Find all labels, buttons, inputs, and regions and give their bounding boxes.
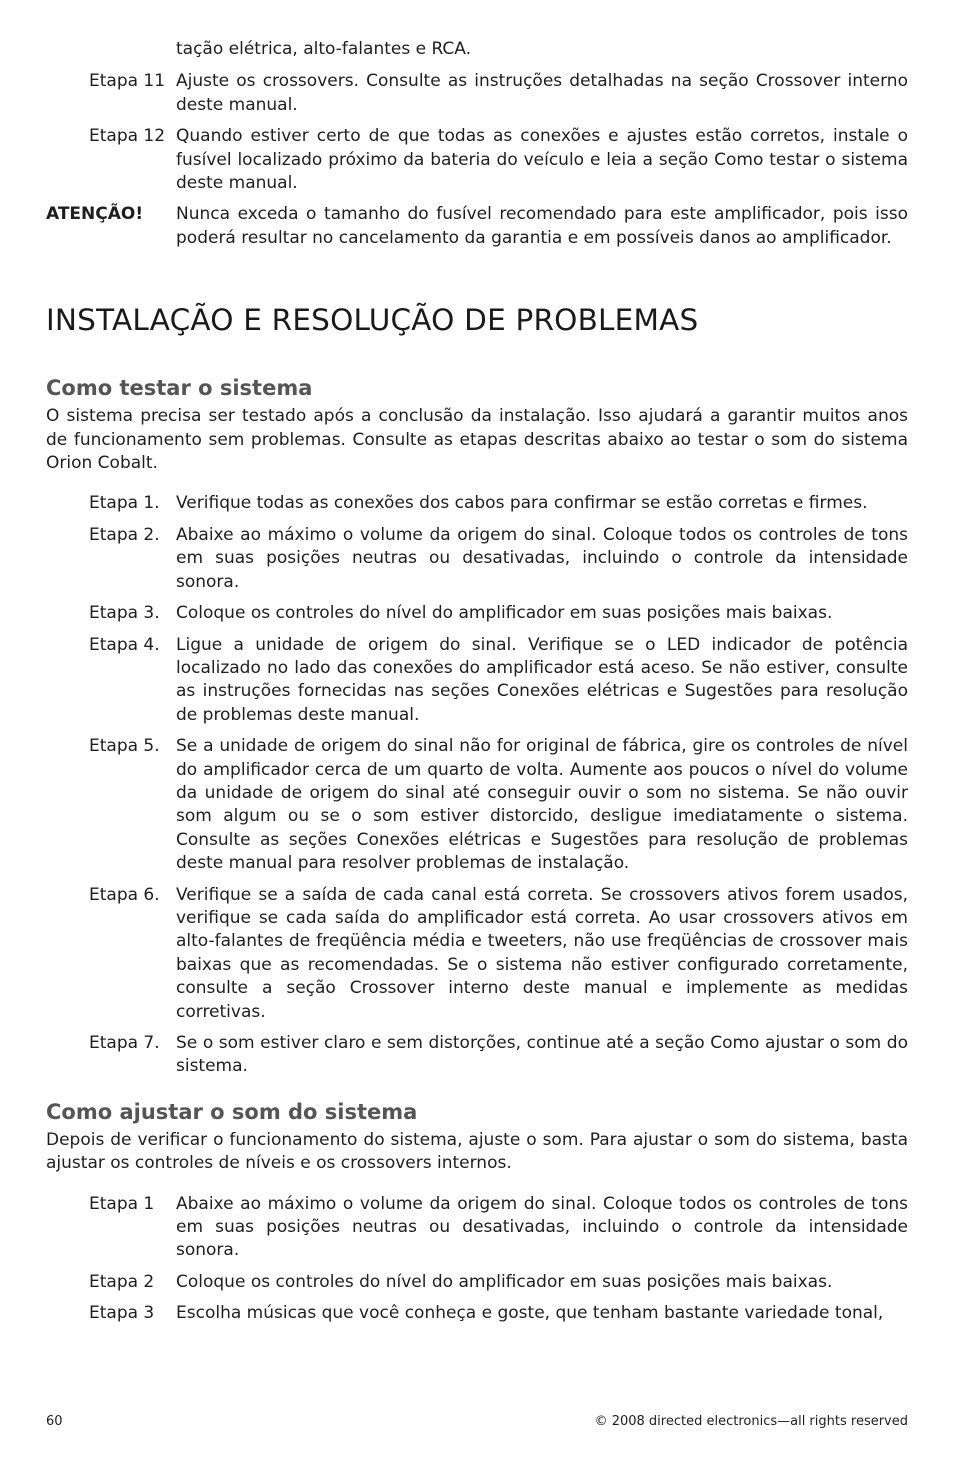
test-step-2 [46,524,908,594]
adjust-step-2 [46,1271,908,1294]
step-label: Etapa 12 [89,126,166,147]
adjust-heading: Como ajustar o som do sistema [46,1099,418,1124]
step-text: Verifique se a saída de cada canal está correta. Se crossovers ativos forem usados, verifique se cada saída do amplificador está correta. Ao usar crossovers ativos em alto-falantes de freqüência média e tweeters, não use freqüências de crossover mais baixas que as recomendadas. Se o sistema não estiver configurado corretamente, consulte a seção Crossover interno deste manual e implemente as medidas corretivas. [176,884,908,1022]
test-step-5 [46,735,908,875]
step-label: Etapa 2 [89,1271,155,1292]
step-label: Etapa 2. [89,524,160,545]
warning-label: ATENÇÃO! [46,204,144,225]
step-11 [46,70,908,117]
step-text: Quando estiver certo de que todas as conexões e ajustes estão corretos, instale o fusível localizado próximo da bateria do veículo e leia a seção Como testar o sistema deste manual. [176,126,908,194]
test-step-7 [46,1032,908,1079]
copyright-notice: © 2008 directed electronics—all rights reserved [594,1414,908,1429]
step-label: Etapa 6. [89,884,160,905]
step-text: Coloque os controles do nível do amplificador em suas posições mais baixas. [176,1271,833,1292]
step-text: Abaixe ao máximo o volume da origem do sinal. Coloque todos os controles de tons em suas posições neutras ou desativadas, incluindo o controle da intensidade sonora. [176,524,908,592]
step-label: Etapa 5. [89,736,160,757]
adjust-step-3 [46,1302,908,1325]
test-step-1 [46,492,908,515]
adjust-intro: Depois de verificar o funcionamento do sistema, ajuste o som. Para ajustar o som do sistema, basta ajustar os controles de níveis e os crossovers internos. [46,1129,908,1174]
step-label: Etapa 3. [89,603,160,624]
step-text: Se o som estiver claro e sem distorções, continue até a seção Como ajustar o som do sistema. [176,1033,908,1077]
step-12 [46,125,908,195]
step-text: Se a unidade de origem do sinal não for original de fábrica, gire os controles de nível do amplificador cerca de um quarto de volta. Aumente aos poucos o nível do volume da unidade de origem do sinal até conseguir ouvir o som no sistema. Se não ouvir som algum ou se o som estiver distorcido, desligue imediatamente o sistema. Consulte as seções Conexões elétricas e Sugestões para resolução de problemas deste manual para resolver problemas de instalação. [176,736,908,874]
test-step-3 [46,602,908,625]
step-label: Etapa 3 [89,1303,155,1324]
test-step-4 [46,634,908,728]
continuation-text: tação elétrica, alto-falantes e RCA. [176,39,472,59]
step-text: Ajuste os crossovers. Consulte as instruções detalhadas na seção Crossover interno deste manual. [176,71,908,115]
warning-note [46,203,908,250]
step-label: Etapa 7. [89,1033,160,1053]
test-intro: O sistema precisa ser testado após a conclusão da instalação. Isso ajudará a garantir muitos anos de funcionamento sem problemas. Consulte as etapas descritas abaixo ao testar o som do sistema Orion Cobalt. [46,406,908,474]
warning-text: Nunca exceda o tamanho do fusível recomendado para este amplificador, pois isso poderá resultar no cancelamento da garantia e em possíveis danos ao amplificador. [176,204,908,248]
step-label: Etapa 4. [89,634,160,655]
section-title: INSTALAÇÃO E RESOLUÇÃO DE PROBLEMAS [46,303,699,338]
step-label: Etapa 1. [89,493,160,514]
adjust-step-1 [46,1193,908,1263]
step-text: Escolha músicas que você conheça e goste, que tenham bastante variedade tonal, [176,1303,884,1324]
step-text: Abaixe ao máximo o volume da origem do sinal. Coloque todos os controles de tons em suas posições neutras ou desativadas, incluindo o controle da intensidade sonora. [176,1193,908,1261]
step-text: Verifique todas as conexões dos cabos para confirmar se estão corretas e firmes. [176,493,868,514]
step-text: Coloque os controles do nível do amplificador em suas posições mais baixas. [176,603,833,624]
manual-page [46,38,908,1326]
test-heading: Como testar o sistema [46,376,313,401]
step-label: Etapa 11 [89,71,166,92]
page-number: 60 [46,1414,63,1429]
step-text: Ligue a unidade de origem do sinal. Verifique se o LED indicador de potência localizado no lado das conexões do amplificador está aceso. Se não estiver, consulte as instruções fornecidas nas seções Conexões elétricas e Sugestões para resolução de problemas deste manual. [176,634,908,725]
test-step-6 [46,884,908,1024]
step-label: Etapa 1 [89,1193,155,1214]
